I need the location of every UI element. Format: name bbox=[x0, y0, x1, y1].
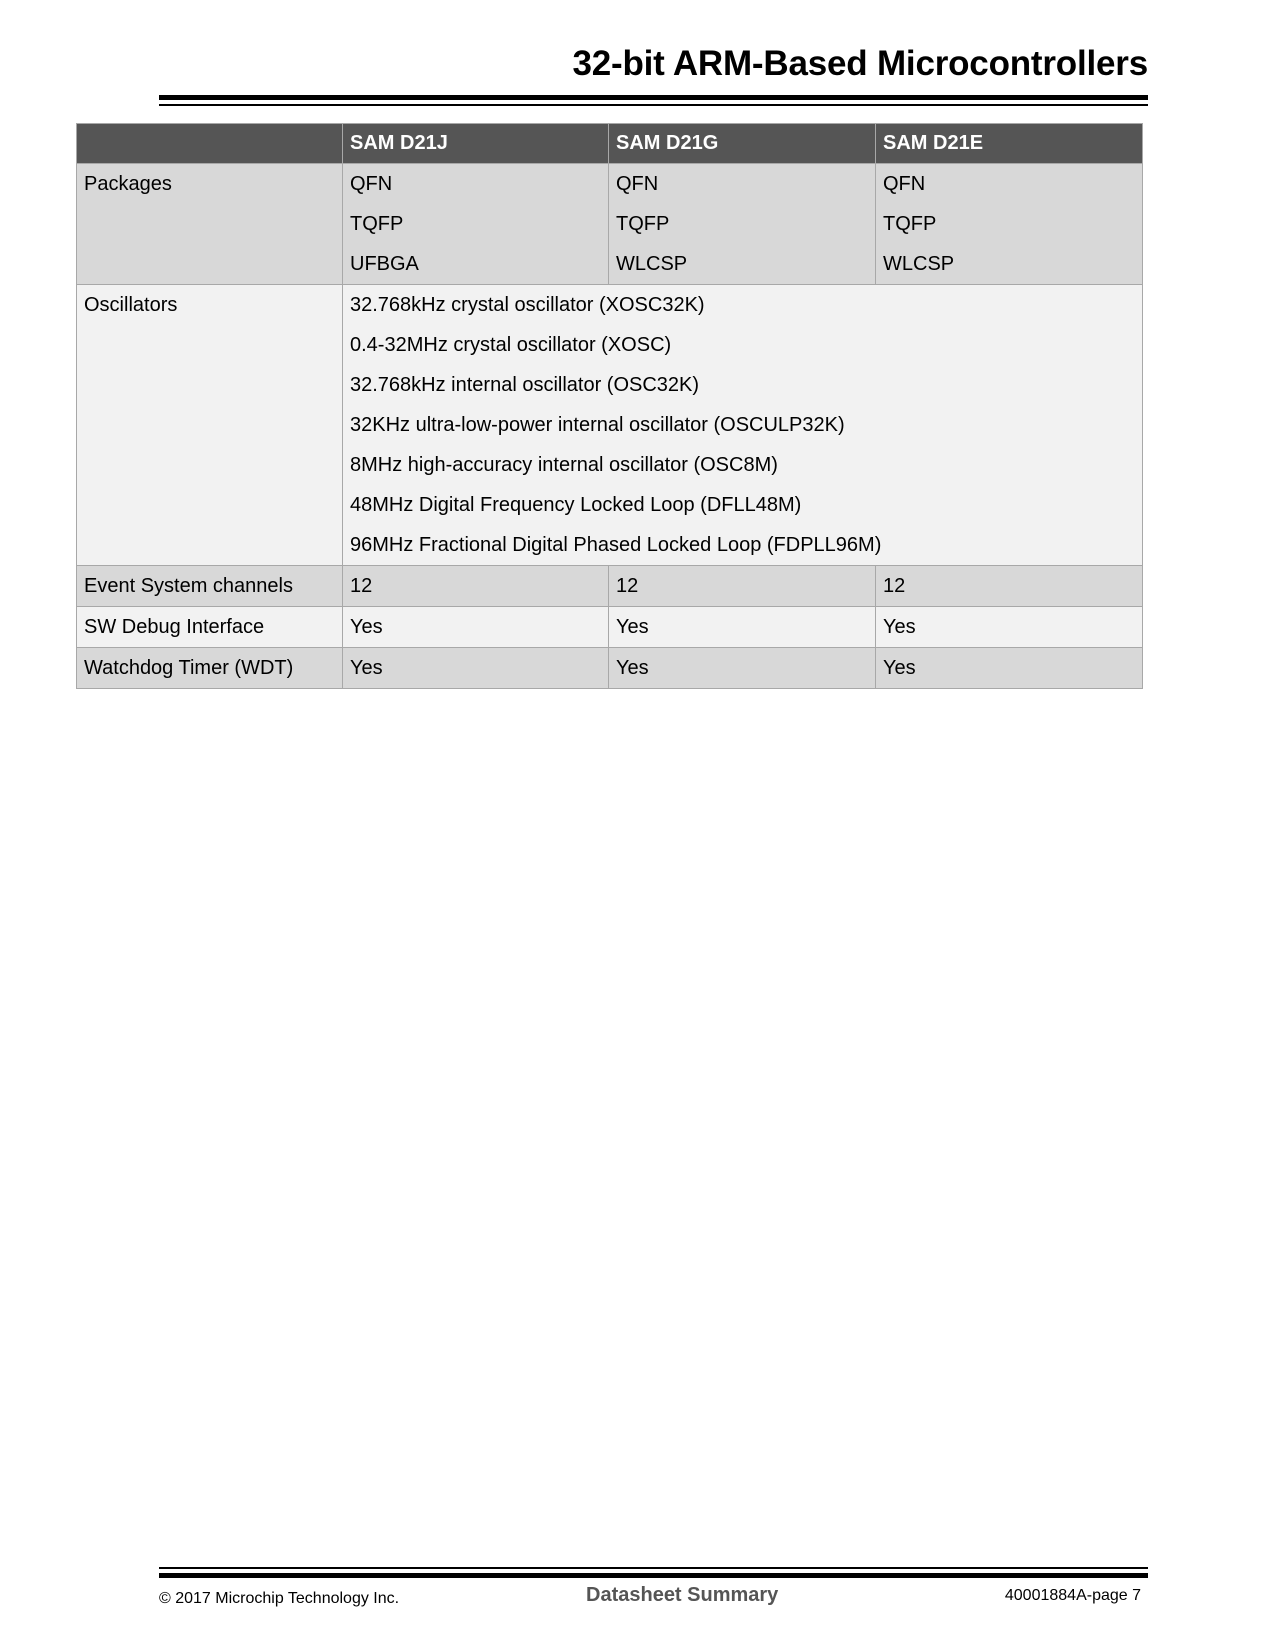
footer-rule-thin bbox=[159, 1567, 1148, 1569]
table-cell: Yes bbox=[609, 607, 876, 648]
table-cell: Yes bbox=[609, 648, 876, 689]
header-cell-empty bbox=[77, 124, 343, 164]
table-row-sw-debug bbox=[77, 607, 1143, 648]
package-item: WLCSP bbox=[616, 253, 688, 275]
row-label: Packages bbox=[77, 164, 343, 285]
row-label: Event System channels bbox=[77, 566, 343, 607]
package-item: QFN bbox=[350, 173, 393, 195]
table-cell: 12 bbox=[609, 566, 876, 607]
package-item: WLCSP bbox=[883, 253, 955, 275]
footer-doc-type: Datasheet Summary bbox=[586, 1584, 779, 1606]
table-row-watchdog bbox=[77, 648, 1143, 689]
table-cell: 12 bbox=[343, 566, 609, 607]
package-item: TQFP bbox=[350, 213, 404, 235]
package-item: QFN bbox=[616, 173, 659, 195]
packages-d21g-cell bbox=[609, 164, 876, 285]
oscillators-cell bbox=[343, 285, 1143, 566]
header-rule-thick bbox=[159, 95, 1148, 100]
table-cell: Yes bbox=[876, 607, 1143, 648]
feature-table bbox=[76, 123, 1143, 689]
oscillator-item: 32KHz ultra-low-power internal oscillator (OSCULP32K) bbox=[350, 414, 845, 436]
footer-page-number: 40001884A-page 7 bbox=[1004, 1587, 1141, 1604]
package-item: UFBGA bbox=[350, 253, 419, 275]
oscillator-item: 32.768kHz crystal oscillator (XOSC32K) bbox=[350, 294, 705, 316]
header-cell-d21j: SAM D21J bbox=[343, 124, 609, 164]
package-item: TQFP bbox=[883, 213, 937, 235]
package-item: QFN bbox=[883, 173, 926, 195]
packages-d21e-cell bbox=[876, 164, 1143, 285]
oscillator-item: 32.768kHz internal oscillator (OSC32K) bbox=[350, 374, 700, 396]
row-label: SW Debug Interface bbox=[77, 607, 343, 648]
package-item: TQFP bbox=[616, 213, 670, 235]
oscillator-item: 96MHz Fractional Digital Phased Locked Loop (FDPLL96M) bbox=[350, 534, 882, 556]
header-cell-d21g: SAM D21G bbox=[609, 124, 876, 164]
oscillator-item: 8MHz high-accuracy internal oscillator (OSC8M) bbox=[350, 454, 778, 476]
table-cell: Yes bbox=[343, 648, 609, 689]
footer-rule-thick bbox=[159, 1573, 1148, 1578]
row-label: Watchdog Timer (WDT) bbox=[77, 648, 343, 689]
packages-d21j-cell bbox=[343, 164, 609, 285]
page-title: 32-bit ARM-Based Microcontrollers bbox=[572, 44, 1148, 83]
table-row-oscillators bbox=[77, 285, 1143, 566]
header-cell-d21e: SAM D21E bbox=[876, 124, 1143, 164]
table-row-event-system bbox=[77, 566, 1143, 607]
header-rule-thin bbox=[159, 104, 1148, 106]
oscillator-item: 0.4-32MHz crystal oscillator (XOSC) bbox=[350, 334, 672, 356]
footer-copyright: © 2017 Microchip Technology Inc. bbox=[159, 1590, 400, 1607]
table-cell: Yes bbox=[343, 607, 609, 648]
table-cell: Yes bbox=[876, 648, 1143, 689]
oscillator-item: 48MHz Digital Frequency Locked Loop (DFLL48M) bbox=[350, 494, 802, 516]
table-row-packages bbox=[77, 164, 1143, 285]
table-cell: 12 bbox=[876, 566, 1143, 607]
row-label: Oscillators bbox=[77, 285, 343, 566]
table-header-row bbox=[77, 124, 1143, 164]
